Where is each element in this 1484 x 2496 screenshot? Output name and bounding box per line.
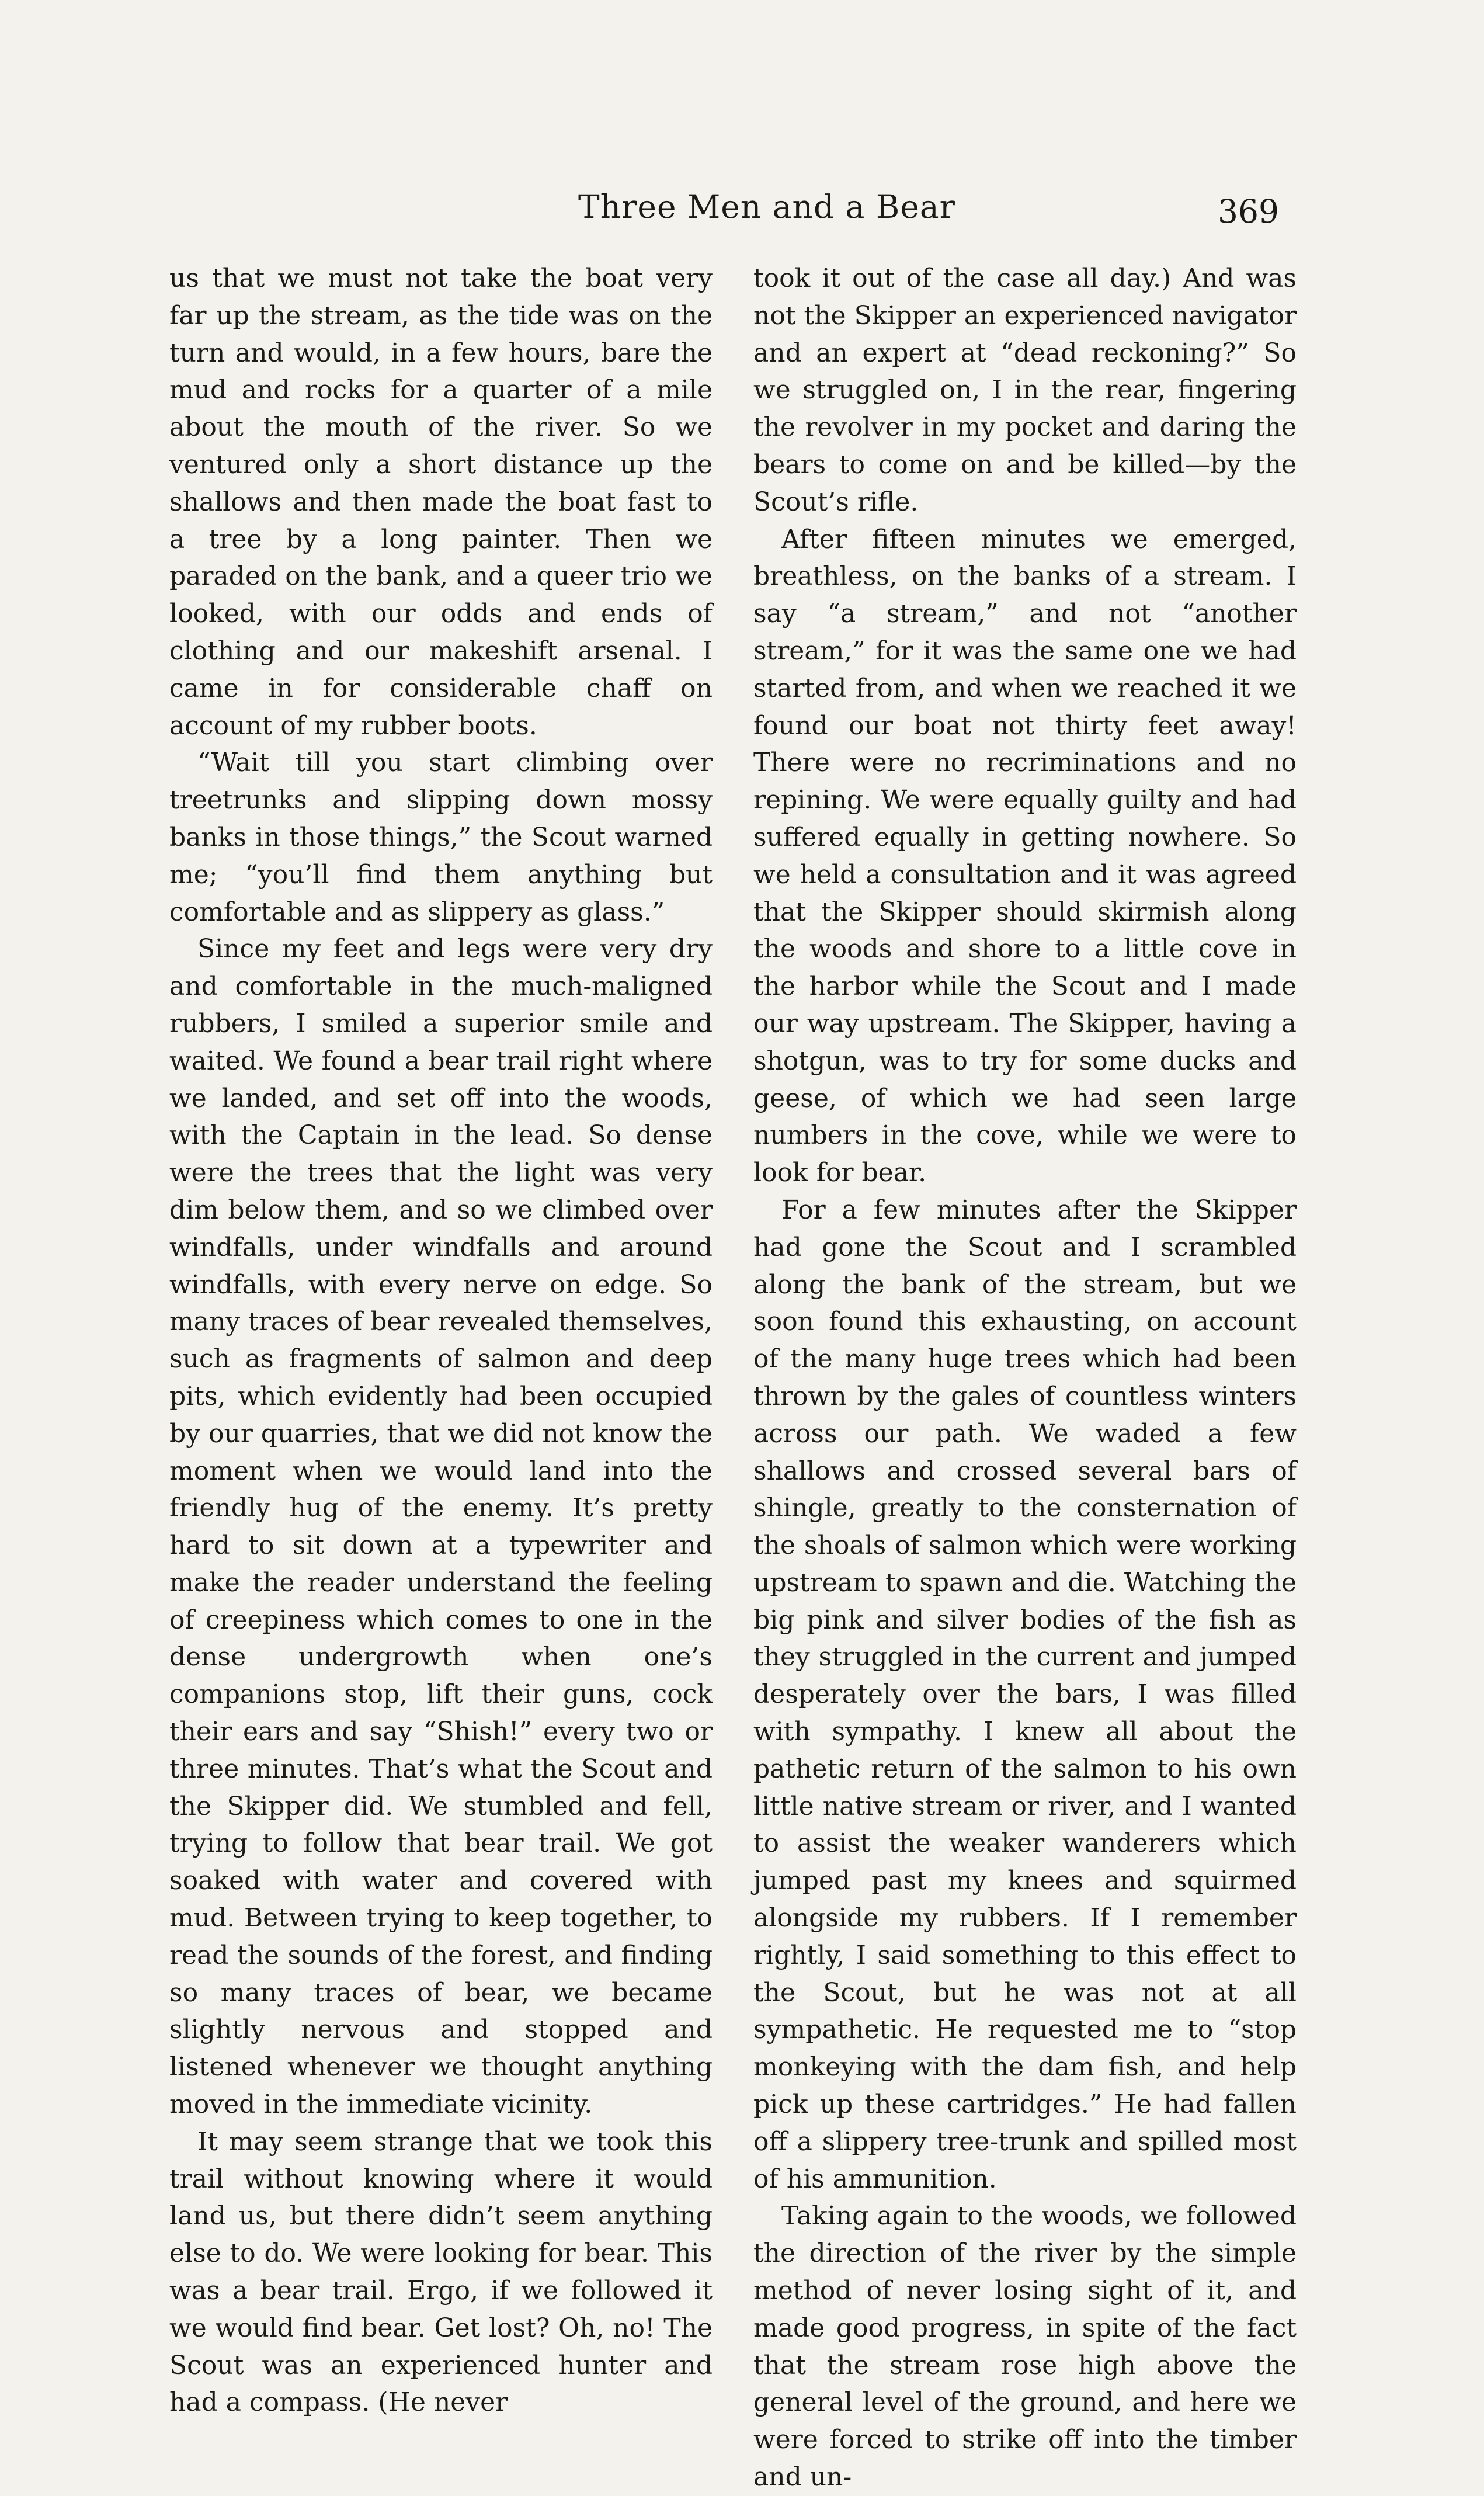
paragraph: Since my feet and legs were very dry and comfortable in the much-maligned rubbers, I smiled a superior smile and waited. We found a bear trail right where we landed, and set off into the woods, with the Captain in the lead. So dense were the trees that the light was very dim below them, and so we climbed over windfalls, under windfalls and around windfalls, with every nerve on edge. So many traces of bear revealed themselves, such as fragments of salmon and deep pits, which evidently had been occupied by our quarries, that we did not know the moment when we would land into the friendly hug of the enemy. It’s pretty hard to sit down at a typewriter and make the reader understand the feeling of creepiness which comes to one in the dense undergrowth when one’s companions stop, lift their guns, cock their ears and say “Shish!” every two or three minutes. That’s what the Scout and the Skipper did. We stumbled and fell, trying to follow that bear trail. We got soaked with water and covered with mud. Between trying to keep together, to read the sounds of the forest, and finding so many traces of bear, we became slightly nervous and stopped and listened whenever we thought anything moved in the immediate vicinity.	[169, 934, 713, 2120]
right-column	[753, 260, 1297, 2492]
paragraph: For a few minutes after the Skipper had gone the Scout and I scrambled along the bank of the stream, but we soon found this exhausting, on account of the many huge trees which had been thrown by the gales of countless winters across our path. We waded a few shallows and crossed several bars of shingle, greatly to the consternation of the shoals of salmon which were working upstream to spawn and die. Watching the big pink and silver bodies of the fish as they struggled in the current and jumped desperately over the bars, I was filled with sympathy. I knew all about the pathetic return of the salmon to his own little native stream or river, and I wanted to assist the weaker wanderers which jumped past my knees and squirmed alongside my rubbers. If I remember rightly, I said something to this effect to the Scout, but he was not at all sympathetic. He requested me to “stop monkeying with the dam fish, and help pick up these cartridges.” He had fallen off a slippery tree-trunk and spilled most of his ammunition.	[753, 1195, 1297, 2194]
running-title: Three Men and a Bear	[578, 188, 955, 225]
paragraph: Taking again to the woods, we followed the direction of the river by the simple method of never losing sight of it, and made good progress, in spite of the fact that the stream rose high above the general level of the ground, and here we were forced to strike off into the timber and un-	[753, 2201, 1297, 2492]
paragraph: It may seem strange that we took this trail without knowing where it would land us, but there didn’t seem anything else to do. We were looking for bear. This was a bear trail. Ergo, if we followed it we would find bear. Get lost? Oh, no! The Scout was an experienced hunter and had a compass. (He never	[169, 2126, 713, 2418]
page-header	[0, 188, 1484, 235]
page-number: 369	[1218, 193, 1279, 230]
paragraph: us that we must not take the boat very far up the stream, as the tide was on the turn and would, in a few hours, bare the mud and rocks for a quarter of a mile about the mouth of the river. So we ventured only a short distance up the shallows and then made the boat fast to a tree by a long painter. Then we paraded on the bank, and a queer trio we looked, with our odds and ends of clothing and our makeshift arsenal. I came in for considerable chaff on account of my rubber boots.	[169, 263, 713, 741]
paragraph: took it out of the case all day.) And was not the Skipper an experienced navigator and an expert at “dead reckoning?” So we struggled on, I in the rear, fingering the revolver in my pocket and daring the bears to come on and be killed—by the Scout’s rifle.	[753, 263, 1297, 517]
paragraph: “Wait till you start climbing over treetrunks and slipping down mossy banks in those things,” the Scout warned me; “you’ll find them anything but comfortable and as slippery as glass.”	[169, 748, 713, 927]
paragraph: After fifteen minutes we emerged, breathless, on the banks of a stream. I say “a stream,” and not “another stream,” for it was the same one we had started from, and when we reached it we found our boat not thirty feet away! There were no recriminations and no repining. We were equally guilty and had suffered equally in getting nowhere. So we held a consultation and it was agreed that the Skipper should skirmish along the woods and shore to a little cove in the harbor while the Scout and I made our way upstream. The Skipper, having a shotgun, was to try for some ducks and geese, of which we had seen large numbers in the cove, while we were to look for bear.	[753, 524, 1297, 1188]
left-column	[169, 260, 713, 2418]
